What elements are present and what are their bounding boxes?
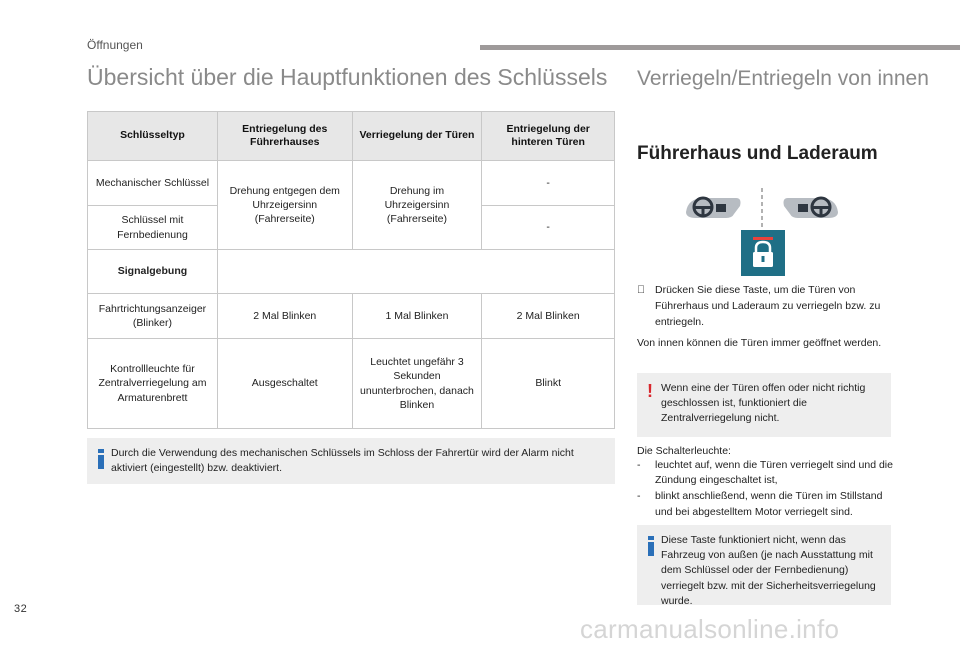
side-title: Verriegeln/Entriegeln von innen [637,67,929,90]
table-header: Verriegelung der Türen [352,112,482,161]
table-header: Entriegelung des Führerhauses [217,112,352,161]
table-cell: 2 Mal Blinken [482,294,615,339]
list-item: - leuchtet auf, wenn die Türen verriegelt sind und die Zündung eingeschaltet ist, [637,459,893,487]
instruction-bullet [637,283,893,330]
warning-text: Wenn eine der Türen offen oder nicht richtig geschlossen ist, funktioniert die Zentralverriegelung nicht. [661,382,866,425]
watermark: carmanualsonline.info [580,614,840,644]
paragraph: Von innen können die Türen immer geöffnet werden. [637,337,882,349]
table-row [88,339,615,429]
table-header-row [88,112,615,161]
table-cell: Drehung im Uhrzeigersinn (Fahrerseite) [352,161,482,250]
indicator-list [637,458,893,521]
table-cell [217,250,614,294]
table-cell: - [482,161,615,206]
table-cell: 1 Mal Blinken [352,294,482,339]
table-cell: Blinkt [482,339,615,429]
main-title: Übersicht über die Hauptfunktionen des Schlüssels [87,64,608,90]
table-cell: Fahrtrichtungsanzeiger (Blinker) [88,294,218,339]
table-cell: Drehung entgegen dem Uhrzeigersinn (Fahrerseite) [217,161,352,250]
key-functions-table [87,111,615,429]
paragraph: Die Schalterleuchte: [637,445,731,457]
table-header: Schlüsseltyp [88,112,218,161]
warning-box [637,373,891,437]
table-cell: - [482,206,615,250]
info-icon [98,449,104,469]
page-number: 32 [14,603,28,615]
list-item: - blinkt anschließend, wenn die Türen im Stillstand und bei abgestelltem Motor verriegelt sind. [637,490,883,518]
lock-button-illustration [682,186,842,278]
bullet-arrow-icon [637,283,645,299]
info-box-right [637,525,891,605]
table-cell: Kontrollleuchte für Zentralverriegelung am Armaturenbrett [88,339,218,429]
instruction-text: Drücken Sie diese Taste, um die Türen von Führerhaus und Laderaum zu verriegeln bzw. zu entriegeln. [655,284,881,328]
table-row [88,250,615,294]
info-note-box [87,438,615,484]
info-text: Diese Taste funktioniert nicht, wenn das Fahrzeug von außen (je nach Ausstattung mit dem Schlüssel oder der Fernbedienung) verriegelt bzw. mit der Sicherheitsverriegelung wurde. [661,534,876,607]
list-item-text: blinkt anschließend, wenn die Türen im Stillstand und bei abgestelltem Motor verriegelt sind. [655,490,883,518]
info-note-text: Durch die Verwendung des mechanischen Schlüssels im Schloss der Fahrertür wird der Alarm nicht aktiviert (eingestellt) bzw. deaktiviert. [111,447,574,475]
table-cell: Schlüssel mit Fernbedienung [88,206,218,250]
info-icon [648,536,654,556]
warning-icon: ! [647,381,653,401]
side-subtitle: Führerhaus und Laderaum [637,143,878,164]
table-cell: Ausgeschaltet [217,339,352,429]
list-item-text: leuchtet auf, wenn die Türen verriegelt sind und die Zündung eingeschaltet ist, [655,459,893,487]
table-header: Entriegelung der hinteren Türen [482,112,615,161]
header-bar [480,45,960,50]
section-label: Öffnungen [87,38,143,52]
table-cell: Signalgebung [88,250,218,294]
table-row [88,294,615,339]
table-cell: Leuchtet ungefähr 3 Sekunden ununterbrochen, danach Blinken [352,339,482,429]
table-cell: 2 Mal Blinken [217,294,352,339]
table-cell: Mechanischer Schlüssel [88,161,218,206]
table-row [88,161,615,206]
